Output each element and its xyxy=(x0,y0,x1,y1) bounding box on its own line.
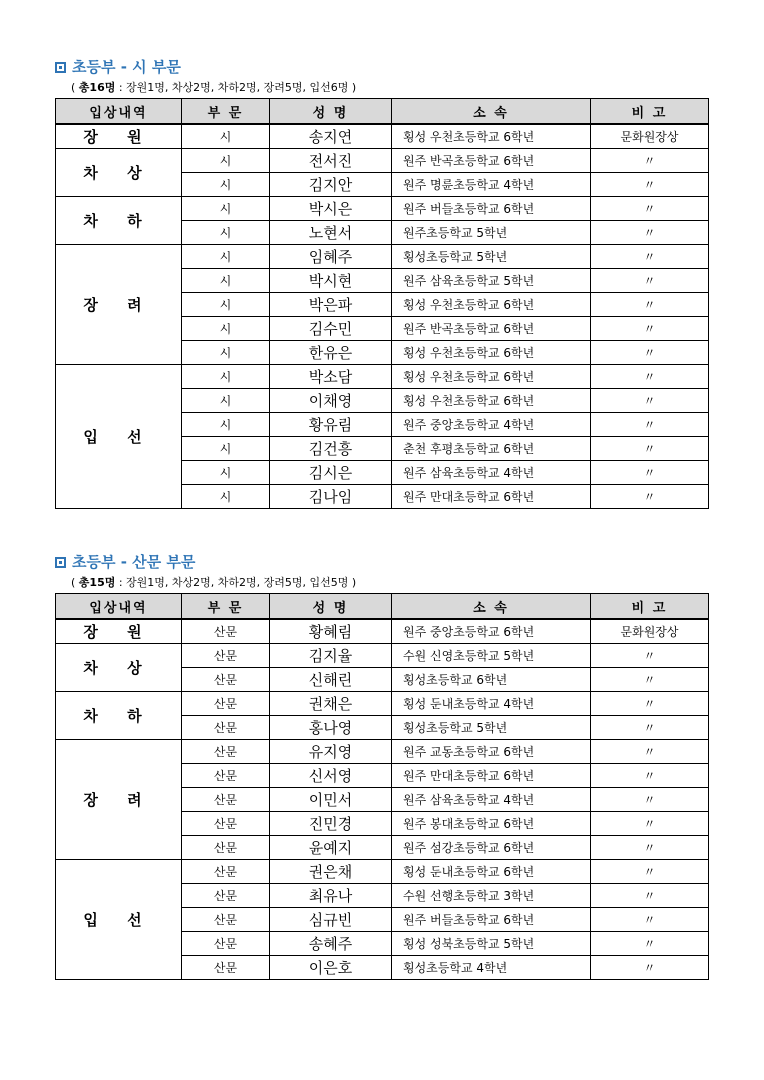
table-row xyxy=(56,365,709,389)
name-cell: 권은채 xyxy=(270,860,392,884)
note-cell: 〃 xyxy=(591,293,709,317)
award-cell: 장 려 xyxy=(56,740,182,860)
summary-detail: : 장원1명, 차상2명, 차하2명, 장려5명, 입선5명 ) xyxy=(115,576,357,589)
affiliation-cell: 횡성초등학교 4학년 xyxy=(392,956,591,980)
note-cell: 〃 xyxy=(591,365,709,389)
affiliation-cell: 횡성 우천초등학교 6학년 xyxy=(392,365,591,389)
category-cell: 시 xyxy=(182,437,270,461)
category-cell: 산문 xyxy=(182,956,270,980)
name-cell: 최유나 xyxy=(270,884,392,908)
category-cell: 산문 xyxy=(182,644,270,668)
affiliation-cell: 원주 삼육초등학교 5학년 xyxy=(392,269,591,293)
table-row xyxy=(56,124,709,149)
note-cell: 〃 xyxy=(591,341,709,365)
name-cell: 윤예지 xyxy=(270,836,392,860)
table-row xyxy=(56,740,709,764)
affiliation-cell: 원주 만대초등학교 6학년 xyxy=(392,485,591,509)
note-cell: 〃 xyxy=(591,932,709,956)
category-cell: 산문 xyxy=(182,788,270,812)
note-cell: 〃 xyxy=(591,716,709,740)
category-cell: 시 xyxy=(182,485,270,509)
table-row xyxy=(56,197,709,221)
category-cell: 시 xyxy=(182,197,270,221)
affiliation-cell: 원주 섬강초등학교 6학년 xyxy=(392,836,591,860)
affiliation-cell: 원주 버들초등학교 6학년 xyxy=(392,197,591,221)
note-cell: 문화원장상 xyxy=(591,619,709,644)
name-cell: 김지안 xyxy=(270,173,392,197)
affiliation-cell: 수원 신영초등학교 5학년 xyxy=(392,644,591,668)
note-cell: 〃 xyxy=(591,860,709,884)
note-cell: 〃 xyxy=(591,173,709,197)
affiliation-cell: 원주 중앙초등학교 6학년 xyxy=(392,619,591,644)
name-cell: 심규빈 xyxy=(270,908,392,932)
header-note: 비 고 xyxy=(591,99,709,125)
affiliation-cell: 원주 반곡초등학교 6학년 xyxy=(392,317,591,341)
affiliation-cell: 횡성초등학교 6학년 xyxy=(392,668,591,692)
affiliation-cell: 원주 삼육초등학교 4학년 xyxy=(392,461,591,485)
note-cell: 〃 xyxy=(591,692,709,716)
affiliation-cell: 횡성초등학교 5학년 xyxy=(392,716,591,740)
note-cell: 〃 xyxy=(591,245,709,269)
award-cell: 차 하 xyxy=(56,692,182,740)
name-cell: 이민서 xyxy=(270,788,392,812)
award-cell: 차 상 xyxy=(56,644,182,692)
section-prose xyxy=(55,551,708,980)
name-cell: 유지영 xyxy=(270,740,392,764)
section-summary: ( 총16명 : 장원1명, 차상2명, 차하2명, 장려5명, 입선6명 ) xyxy=(71,81,357,94)
category-cell: 산문 xyxy=(182,619,270,644)
header-award: 입상내역 xyxy=(56,99,182,125)
header-affiliation: 소 속 xyxy=(392,594,591,620)
note-cell: 〃 xyxy=(591,317,709,341)
category-cell: 시 xyxy=(182,269,270,293)
note-cell: 〃 xyxy=(591,389,709,413)
table-row xyxy=(56,245,709,269)
awards-table xyxy=(55,98,709,509)
name-cell: 진민경 xyxy=(270,812,392,836)
note-cell: 〃 xyxy=(591,437,709,461)
table-row xyxy=(56,149,709,173)
affiliation-cell: 원주 중앙초등학교 4학년 xyxy=(392,413,591,437)
name-cell: 전서진 xyxy=(270,149,392,173)
table-body xyxy=(56,124,709,509)
note-cell: 〃 xyxy=(591,197,709,221)
award-cell: 장 원 xyxy=(56,124,182,149)
note-cell: 〃 xyxy=(591,908,709,932)
header-award: 입상내역 xyxy=(56,594,182,620)
category-cell: 시 xyxy=(182,149,270,173)
table-row xyxy=(56,692,709,716)
section-title xyxy=(55,56,708,78)
affiliation-cell: 수원 선행초등학교 3학년 xyxy=(392,884,591,908)
name-cell: 노현서 xyxy=(270,221,392,245)
category-cell: 산문 xyxy=(182,716,270,740)
name-cell: 한유은 xyxy=(270,341,392,365)
summary-detail: : 장원1명, 차상2명, 차하2명, 장려5명, 입선6명 ) xyxy=(115,81,357,94)
table-row xyxy=(56,644,709,668)
summary-total: 총16명 xyxy=(78,81,116,94)
category-cell: 시 xyxy=(182,365,270,389)
category-cell: 시 xyxy=(182,124,270,149)
square-bullet-icon xyxy=(55,557,66,568)
note-cell: 〃 xyxy=(591,644,709,668)
category-cell: 시 xyxy=(182,389,270,413)
name-cell: 신해린 xyxy=(270,668,392,692)
award-cell: 차 상 xyxy=(56,149,182,197)
category-cell: 산문 xyxy=(182,884,270,908)
table-header-row xyxy=(56,594,709,620)
note-cell: 〃 xyxy=(591,788,709,812)
affiliation-cell: 원주초등학교 5학년 xyxy=(392,221,591,245)
category-cell: 산문 xyxy=(182,740,270,764)
note-cell: 〃 xyxy=(591,836,709,860)
name-cell: 임혜주 xyxy=(270,245,392,269)
header-affiliation: 소 속 xyxy=(392,99,591,125)
category-cell: 산문 xyxy=(182,932,270,956)
category-cell: 산문 xyxy=(182,764,270,788)
award-cell: 장 려 xyxy=(56,245,182,365)
section-poetry xyxy=(55,56,708,509)
note-cell: 〃 xyxy=(591,884,709,908)
section-summary: ( 총15명 : 장원1명, 차상2명, 차하2명, 장려5명, 입선5명 ) xyxy=(71,576,357,589)
category-cell: 시 xyxy=(182,461,270,485)
name-cell: 김나임 xyxy=(270,485,392,509)
category-cell: 시 xyxy=(182,413,270,437)
affiliation-cell: 원주 반곡초등학교 6학년 xyxy=(392,149,591,173)
name-cell: 김건흥 xyxy=(270,437,392,461)
note-cell: 〃 xyxy=(591,413,709,437)
name-cell: 박시현 xyxy=(270,269,392,293)
section-title-text: 초등부 - 산문 부문 xyxy=(72,553,196,571)
note-cell: 〃 xyxy=(591,461,709,485)
affiliation-cell: 횡성 성북초등학교 5학년 xyxy=(392,932,591,956)
note-cell: 〃 xyxy=(591,149,709,173)
category-cell: 시 xyxy=(182,293,270,317)
name-cell: 황혜림 xyxy=(270,619,392,644)
note-cell: 〃 xyxy=(591,485,709,509)
table-header-row xyxy=(56,99,709,125)
name-cell: 권채은 xyxy=(270,692,392,716)
name-cell: 김수민 xyxy=(270,317,392,341)
header-category: 부 문 xyxy=(182,594,270,620)
affiliation-cell: 횡성 우천초등학교 6학년 xyxy=(392,124,591,149)
header-category: 부 문 xyxy=(182,99,270,125)
name-cell: 김시은 xyxy=(270,461,392,485)
summary-total: 총15명 xyxy=(78,576,116,589)
section-title xyxy=(55,551,708,573)
table-body xyxy=(56,619,709,980)
table-row xyxy=(56,619,709,644)
affiliation-cell: 횡성 우천초등학교 6학년 xyxy=(392,293,591,317)
header-note: 비 고 xyxy=(591,594,709,620)
name-cell: 박은파 xyxy=(270,293,392,317)
section-title-text: 초등부 - 시 부문 xyxy=(72,58,181,76)
affiliation-cell: 횡성 우천초등학교 6학년 xyxy=(392,341,591,365)
affiliation-cell: 횡성초등학교 5학년 xyxy=(392,245,591,269)
category-cell: 산문 xyxy=(182,692,270,716)
category-cell: 시 xyxy=(182,245,270,269)
category-cell: 산문 xyxy=(182,908,270,932)
affiliation-cell: 원주 교동초등학교 6학년 xyxy=(392,740,591,764)
header-name: 성 명 xyxy=(270,99,392,125)
note-cell: 〃 xyxy=(591,956,709,980)
name-cell: 송지연 xyxy=(270,124,392,149)
affiliation-cell: 횡성 둔내초등학교 4학년 xyxy=(392,692,591,716)
name-cell: 홍나영 xyxy=(270,716,392,740)
affiliation-cell: 춘천 후평초등학교 6학년 xyxy=(392,437,591,461)
award-cell: 입 선 xyxy=(56,860,182,980)
award-cell: 차 하 xyxy=(56,197,182,245)
square-bullet-icon xyxy=(55,62,66,73)
award-cell: 장 원 xyxy=(56,619,182,644)
category-cell: 산문 xyxy=(182,836,270,860)
name-cell: 박소담 xyxy=(270,365,392,389)
category-cell: 시 xyxy=(182,173,270,197)
award-cell: 입 선 xyxy=(56,365,182,509)
category-cell: 산문 xyxy=(182,668,270,692)
name-cell: 이은호 xyxy=(270,956,392,980)
category-cell: 산문 xyxy=(182,812,270,836)
affiliation-cell: 원주 만대초등학교 6학년 xyxy=(392,764,591,788)
affiliation-cell: 원주 봉대초등학교 6학년 xyxy=(392,812,591,836)
note-cell: 〃 xyxy=(591,740,709,764)
category-cell: 시 xyxy=(182,341,270,365)
note-cell: 〃 xyxy=(591,812,709,836)
name-cell: 황유림 xyxy=(270,413,392,437)
note-cell: 〃 xyxy=(591,668,709,692)
name-cell: 이채영 xyxy=(270,389,392,413)
category-cell: 시 xyxy=(182,317,270,341)
awards-table xyxy=(55,593,709,980)
category-cell: 산문 xyxy=(182,860,270,884)
header-name: 성 명 xyxy=(270,594,392,620)
note-cell: 〃 xyxy=(591,269,709,293)
name-cell: 김지율 xyxy=(270,644,392,668)
name-cell: 송혜주 xyxy=(270,932,392,956)
affiliation-cell: 횡성 우천초등학교 6학년 xyxy=(392,389,591,413)
affiliation-cell: 원주 삼육초등학교 4학년 xyxy=(392,788,591,812)
note-cell: 〃 xyxy=(591,221,709,245)
note-cell: 〃 xyxy=(591,764,709,788)
note-cell: 문화원장상 xyxy=(591,124,709,149)
category-cell: 시 xyxy=(182,221,270,245)
name-cell: 신서영 xyxy=(270,764,392,788)
table-row xyxy=(56,860,709,884)
affiliation-cell: 원주 버들초등학교 6학년 xyxy=(392,908,591,932)
affiliation-cell: 횡성 둔내초등학교 6학년 xyxy=(392,860,591,884)
affiliation-cell: 원주 명륜초등학교 4학년 xyxy=(392,173,591,197)
name-cell: 박시은 xyxy=(270,197,392,221)
